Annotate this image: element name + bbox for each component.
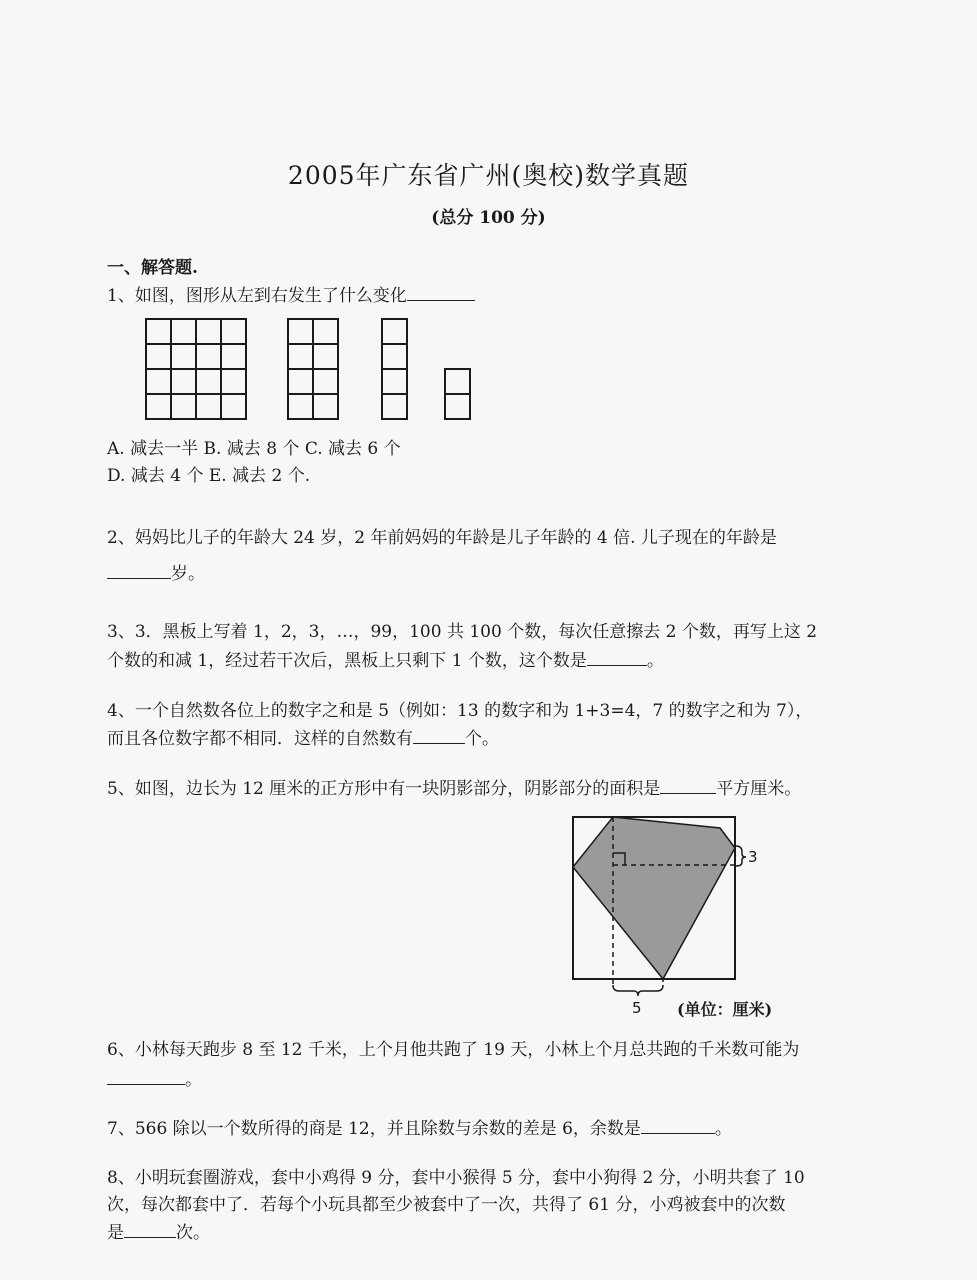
unit-label: (单位：厘米) <box>677 1000 773 1019</box>
question-1-options-2: D. 减去 4 个 E. 减去 2 个. <box>107 466 311 486</box>
page-title: 2005年广东省广州(奥校)数学真题 <box>287 161 690 190</box>
question-7-suffix: 。 <box>714 1119 732 1139</box>
question-3-text: 个数的和减 1，经过若干次后，黑板上只剩下 1 个数，这个数是 <box>107 651 587 671</box>
question-2-suffix: 岁。 <box>171 564 205 584</box>
question-2-line-1: 2、妈妈比儿子的年龄大 24 岁，2 年前妈妈的年龄是儿子年龄的 4 倍. 儿子现在的年龄是 <box>107 528 777 548</box>
question-4-suffix: 个。 <box>465 729 499 749</box>
question-6-line-1: 6、小林每天跑步 8 至 12 千米，上个月他共跑了 19 天，小林上个月总共跑的千米数可能为 <box>107 1040 800 1060</box>
question-3-blank <box>587 649 647 666</box>
question-7-text: 7、566 除以一个数所得的商是 12，并且除数与余数的差是 6，余数是 <box>107 1119 641 1139</box>
question-3-suffix: 。 <box>646 651 664 671</box>
question-2-blank <box>107 562 171 579</box>
brace-5 <box>613 985 663 996</box>
question-2-line-2 <box>107 562 205 585</box>
grid-1x2 <box>445 369 470 419</box>
question-4-line-1: 4、一个自然数各位上的数字之和是 5（例如：13 的数字和为 1+3=4，7 的数字之和为 7）， <box>107 701 813 721</box>
question-8-line-1: 8、小明玩套圈游戏，套中小鸡得 9 分，套中小猴得 5 分，套中小狗得 2 分，小明共套了 10 <box>107 1168 805 1188</box>
question-3-line-1: 3、3．黑板上写着 1，2，3，…，99，100 共 100 个数，每次任意擦去 2 个数，再写上这 2 <box>107 622 818 642</box>
square-figure <box>573 817 772 1019</box>
page-subtitle: (总分 100 分) <box>431 208 546 228</box>
question-8-line-3 <box>107 1221 210 1244</box>
question-8-line-2: 次，每次都套中了．若每个小玩具都至少被套中了一次，共得了 61 分，小鸡被套中的次数 <box>107 1195 786 1215</box>
question-5-line-1 <box>107 777 801 800</box>
question-7-blank <box>641 1117 715 1134</box>
question-4-blank <box>413 727 465 744</box>
question-4-text: 而且各位数字都不相同．这样的自然数有 <box>107 729 413 749</box>
shaded-region <box>573 817 735 979</box>
question-4-line-2 <box>107 727 499 750</box>
question-7-line-1 <box>107 1117 732 1140</box>
question-5-suffix: 平方厘米。 <box>716 779 802 799</box>
grid-1x4 <box>382 319 407 419</box>
question-8-prefix: 是 <box>107 1223 124 1243</box>
question-6-suffix: 。 <box>185 1070 202 1090</box>
question-1-options-1: A. 减去一半 B. 减去 8 个 C. 减去 6 个 <box>107 439 401 459</box>
question-3-line-2 <box>107 649 664 672</box>
grid-4x4 <box>146 319 246 419</box>
label-5: 5 <box>632 999 642 1017</box>
section-heading: 一、解答题. <box>107 258 198 278</box>
question-8-blank <box>124 1221 176 1238</box>
question-5-blank <box>660 777 716 794</box>
grid-2x4 <box>288 319 338 419</box>
question-8-suffix: 次。 <box>176 1223 210 1243</box>
question-6-blank <box>107 1068 185 1085</box>
question-6-line-2 <box>107 1068 202 1091</box>
label-3: 3 <box>748 848 758 866</box>
brace-3 <box>736 846 746 866</box>
question-5-text: 5、如图，边长为 12 厘米的正方形中有一块阴影部分，阴影部分的面积是 <box>107 779 661 799</box>
question-1-text: 1、如图，图形从左到右发生了什么变化 <box>107 286 407 306</box>
